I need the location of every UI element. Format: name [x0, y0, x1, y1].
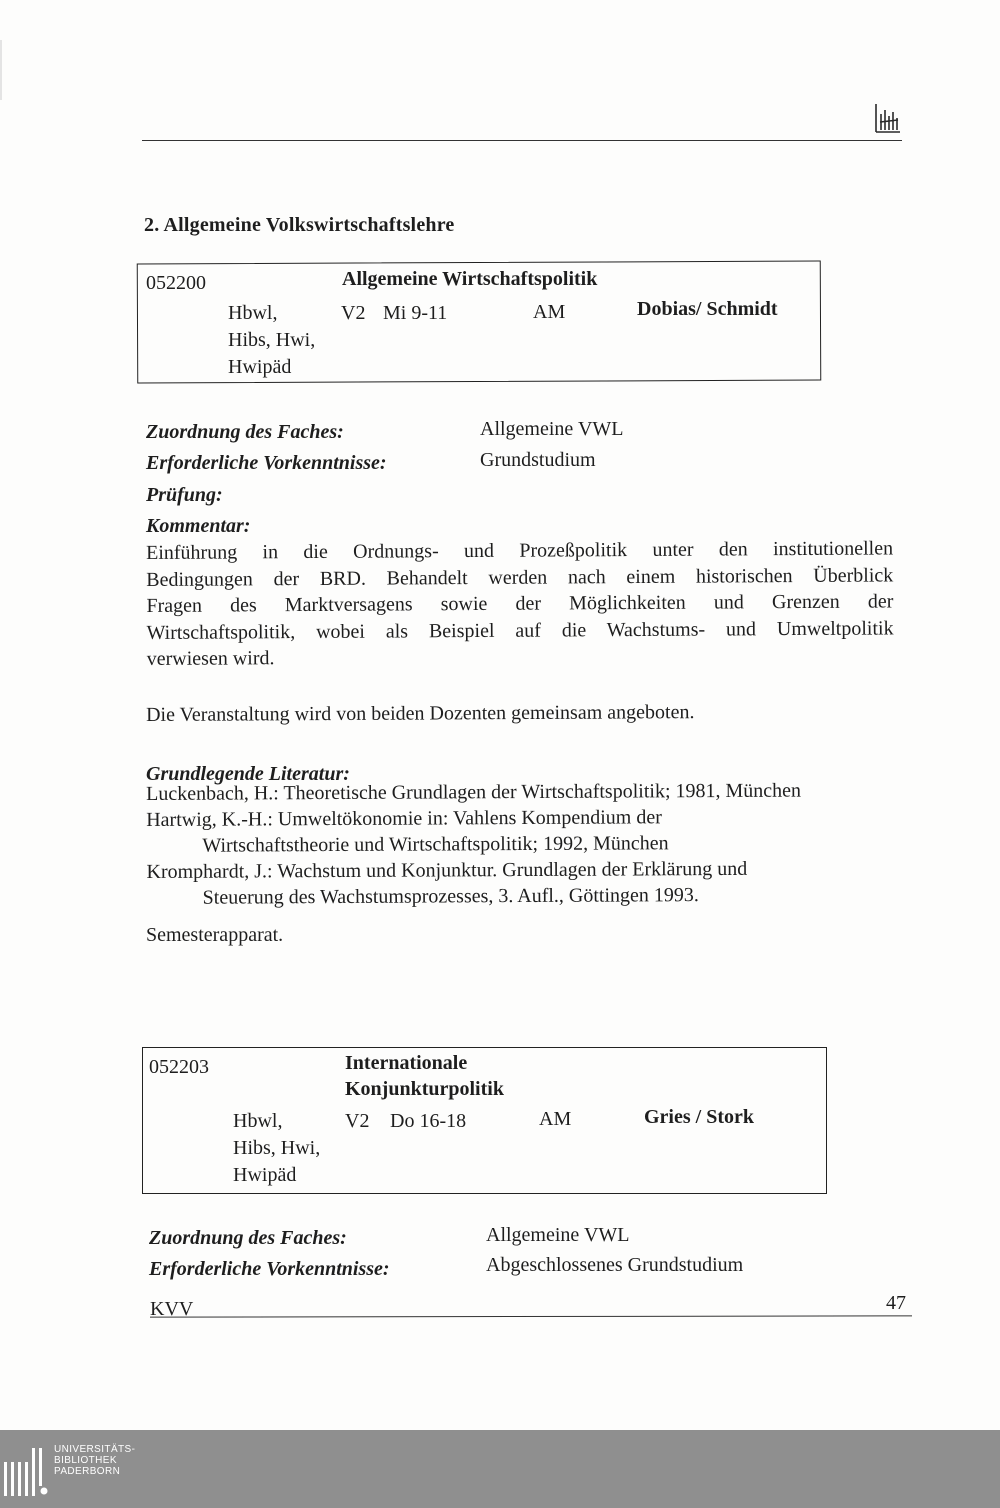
course-number: 052200 — [146, 272, 206, 294]
course-room: AM — [539, 1108, 572, 1130]
kommentar-line: Bedingungen der BRD. Behandelt werden nach einem historischen Überblick — [146, 563, 894, 591]
course-room: AM — [533, 301, 566, 323]
library-name-line: BIBLIOTHEK — [54, 1455, 117, 1466]
course-type: V2 — [345, 1110, 370, 1132]
literature-entry: Kromphardt, J.: Wachstum und Konjunktur. Grundlagen der Erklärung und — [146, 857, 748, 883]
course-program: Hwipäd — [228, 356, 292, 378]
kommentar-line: Wirtschaftspolitik, wobei als Beispiel auf die Wachstums- und Umweltpolitik — [146, 616, 894, 644]
header-rule — [142, 140, 902, 141]
semesterapparat: Semesterapparat. — [146, 924, 284, 946]
value-zuordnung: Allgemeine VWL — [480, 418, 624, 440]
scan-edge-mark — [0, 40, 2, 100]
literature-entry: Luckenbach, H.: Theoretische Grundlagen der Wirtschaftspolitik; 1981, München — [146, 779, 802, 805]
kommentar-line: Fragen des Marktversagens sowie der Möglichkeiten und Grenzen der — [146, 590, 894, 617]
kommentar-text — [146, 535, 894, 672]
value-vorkenntnisse: Grundstudium — [480, 449, 596, 471]
course-type: V2 — [341, 302, 366, 324]
literature-entry: Hartwig, K.-H.: Umweltökonomie in: Vahlens Kompendium der — [146, 806, 662, 831]
library-banner — [0, 1430, 1000, 1508]
kommentar-line: verwiesen wird. — [146, 647, 275, 670]
page-number: 47 — [886, 1292, 906, 1314]
literature-entry-continuation: Steuerung des Wachstumsprozesses, 3. Aufl., Göttingen 1993. — [202, 884, 699, 909]
literature-entry-continuation: Wirtschaftstheorie und Wirtschaftspolitik; 1992, München — [202, 832, 669, 857]
label-vorkenntnisse: Erforderliche Vorkenntnisse: — [146, 452, 387, 474]
course-note: Die Veranstaltung wird von beiden Dozenten gemeinsam angeboten. — [146, 701, 695, 726]
library-bars-icon — [4, 1444, 48, 1496]
course-program: Hwipäd — [233, 1164, 297, 1186]
label-zuordnung: Zuordnung des Faches: — [146, 421, 344, 443]
label-literatur: Grundlegende Literatur: — [146, 763, 350, 785]
footer-kvv: KVV — [150, 1298, 194, 1320]
label-kommentar: Kommentar: — [146, 515, 251, 537]
course-time: Do 16-18 — [390, 1110, 467, 1132]
course-program: Hibs, Hwi, — [228, 329, 316, 351]
kommentar-line: Einführung in die Ordnungs- und Prozeßpolitik unter den institutionellen — [146, 537, 894, 564]
course-lecturers: Gries / Stork — [644, 1106, 754, 1128]
library-name-line: PADERBORN — [54, 1466, 121, 1477]
literature-list — [146, 777, 887, 911]
course-number: 052203 — [149, 1056, 209, 1078]
footer-rule — [150, 1315, 912, 1317]
course-time: Mi 9-11 — [383, 302, 448, 324]
course-program: Hbwl, — [233, 1110, 283, 1132]
value-zuordnung: Allgemeine VWL — [486, 1224, 630, 1246]
library-name — [54, 1444, 135, 1477]
course-program: Hbwl, — [228, 302, 278, 324]
course-title: Allgemeine Wirtschaftspolitik — [342, 268, 598, 290]
value-vorkenntnisse: Abgeschlossenes Grundstudium — [486, 1254, 744, 1276]
label-zuordnung: Zuordnung des Faches: — [149, 1227, 347, 1249]
course-title: Internationale — [345, 1052, 468, 1074]
section-title: 2. Allgemeine Volkswirtschaftslehre — [144, 214, 455, 236]
label-pruefung: Prüfung: — [146, 484, 223, 506]
course-title: Konjunkturpolitik — [345, 1078, 504, 1100]
course-program: Hibs, Hwi, — [233, 1137, 321, 1159]
course-lecturers: Dobias/ Schmidt — [637, 298, 778, 320]
library-name-line: UNIVERSITÄTS- — [54, 1444, 136, 1455]
label-vorkenntnisse: Erforderliche Vorkenntnisse: — [149, 1258, 390, 1280]
university-logo-icon — [872, 100, 902, 136]
